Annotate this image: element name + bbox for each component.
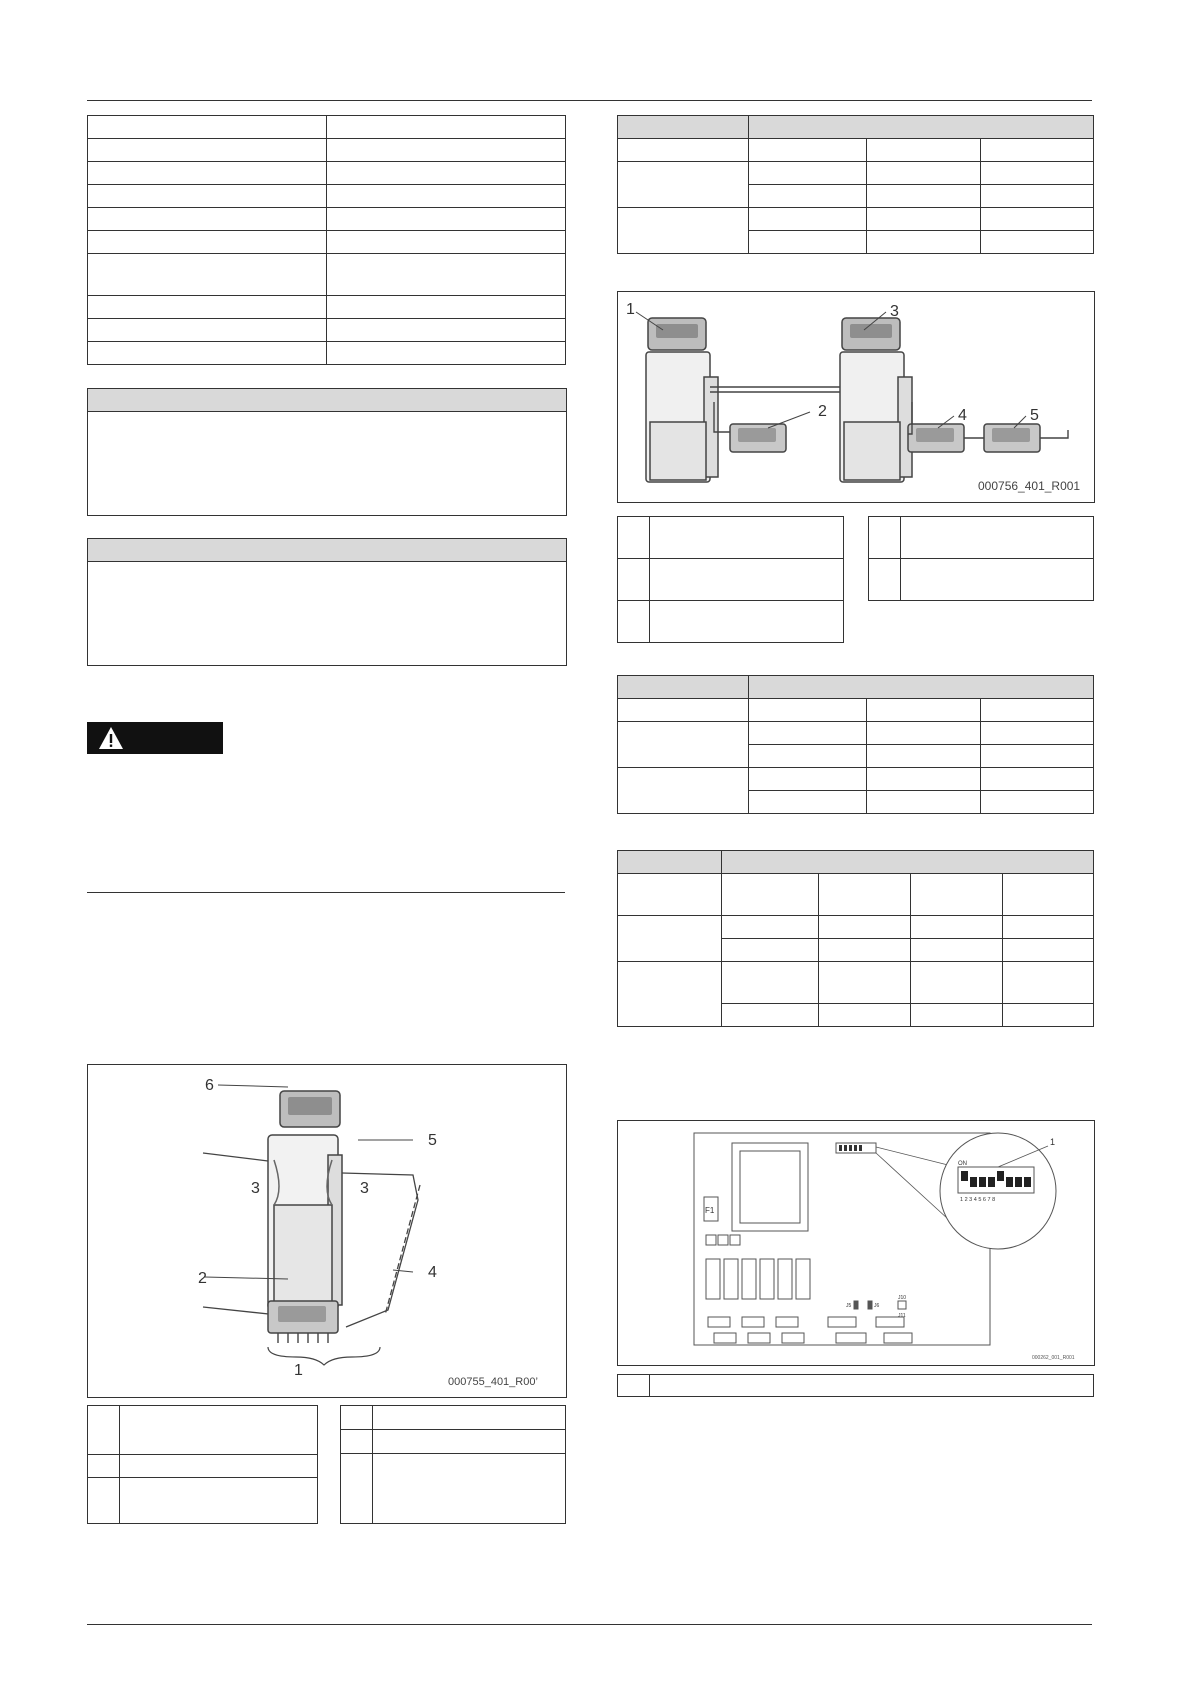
module-4-drawing bbox=[908, 424, 964, 452]
callout-5: 5 bbox=[428, 1132, 437, 1149]
wall-unit-left-drawing bbox=[646, 318, 718, 482]
board-label-j11: J11 bbox=[898, 1313, 906, 1319]
display-unit-top bbox=[280, 1091, 340, 1127]
left-spec-table bbox=[87, 115, 566, 365]
left-legend-a bbox=[87, 1405, 318, 1524]
wall-unit-right-drawing bbox=[840, 318, 912, 482]
zoom-lines bbox=[876, 1147, 948, 1219]
dip-switch-magnified bbox=[940, 1133, 1056, 1249]
left-legend-b bbox=[340, 1405, 566, 1524]
figure-code: 000756_401_R001 bbox=[978, 479, 1081, 493]
figure-code: 000755_401_R00’ bbox=[448, 1376, 538, 1388]
callout-4: 4 bbox=[958, 407, 967, 424]
right-legend-b bbox=[868, 516, 1094, 601]
right-table-1 bbox=[617, 115, 1094, 254]
right-table-2 bbox=[617, 675, 1094, 814]
warning-triangle-icon bbox=[99, 727, 123, 749]
wall-unit-drawing bbox=[268, 1135, 342, 1310]
figure-code: 000262_001_R001 bbox=[1032, 1355, 1075, 1361]
callout-1: 1 bbox=[1050, 1137, 1056, 1147]
figure-installation-single bbox=[87, 1064, 567, 1398]
board-label-j6: J6 bbox=[874, 1303, 880, 1309]
callout-4: 6 bbox=[205, 1077, 214, 1094]
callout-3a: 3 bbox=[251, 1180, 260, 1197]
section-separator bbox=[87, 892, 565, 893]
note-box-1 bbox=[87, 388, 567, 516]
board-legend bbox=[617, 1374, 1094, 1397]
callout-5: 5 bbox=[1030, 407, 1039, 424]
module-5-drawing bbox=[984, 424, 1040, 452]
warning-banner bbox=[87, 722, 223, 754]
callout-2: 2 bbox=[198, 1270, 207, 1287]
top-rule bbox=[87, 100, 1092, 101]
dip-switch-small bbox=[836, 1143, 876, 1153]
figure-installation-dual bbox=[617, 291, 1095, 503]
board-label-j10: J10 bbox=[898, 1295, 907, 1301]
board-label-switch-numbers: 1 2 3 4 5 6 7 8 bbox=[960, 1197, 996, 1203]
note-box-1-header bbox=[88, 389, 566, 412]
callout-3: 3 bbox=[890, 303, 899, 320]
note-box-2 bbox=[87, 538, 567, 666]
bottom-rule bbox=[87, 1624, 1092, 1625]
callout-6: 4 bbox=[428, 1264, 437, 1281]
lower-module-drawing bbox=[268, 1301, 380, 1365]
callout-3b: 3 bbox=[360, 1180, 369, 1197]
callout-1: 1 bbox=[626, 301, 635, 318]
module-2-drawing bbox=[730, 424, 786, 452]
board-label-j5: J5 bbox=[846, 1303, 852, 1309]
board-label-on: ON bbox=[958, 1161, 967, 1167]
note-box-2-header bbox=[88, 539, 566, 562]
board-label-f1: F1 bbox=[705, 1206, 715, 1215]
figure-control-board bbox=[617, 1120, 1095, 1366]
callout-2: 2 bbox=[818, 403, 827, 420]
right-table-3 bbox=[617, 850, 1094, 1027]
callout-1: 1 bbox=[294, 1362, 303, 1379]
right-legend-a bbox=[617, 516, 844, 643]
